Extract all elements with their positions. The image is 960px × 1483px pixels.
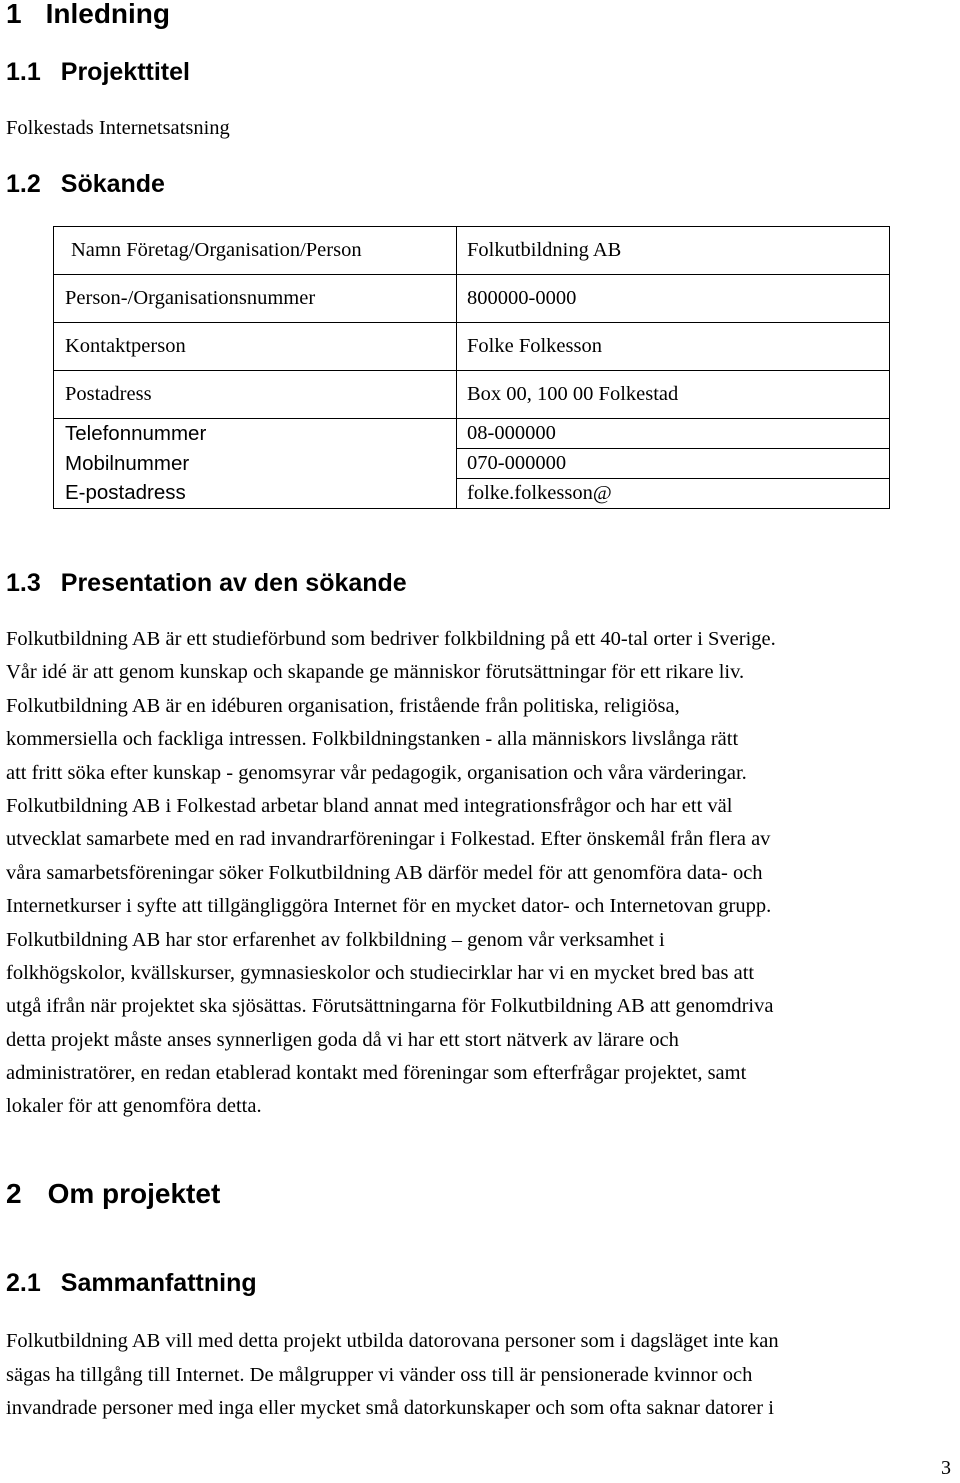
heading-2-number: 2 (6, 1178, 22, 1209)
heading-2-1-number: 2.1 (6, 1269, 41, 1297)
table-value: Box 00, 100 00 Folkestad (457, 371, 890, 419)
applicant-table (53, 226, 890, 509)
paragraph-line: Folkutbildning AB vill med detta projekt utbilda datorovana personer som i dagsläget inte kan (6, 1330, 779, 1352)
table-row (54, 275, 890, 323)
paragraph-line: administratörer, en redan etablerad kontakt med föreningar som efterfrågar projektet, samt (6, 1062, 747, 1085)
table-row (54, 449, 890, 479)
paragraph-line: detta projekt måste anses synnerligen goda då vi har ett stort nätverk av lärare och (6, 1028, 679, 1051)
heading-1-3-title: Presentation av den sökande (60, 569, 407, 597)
paragraph-line: Folkutbildning AB har stor erfarenhet av folkbildning – genom vår verksamhet i (6, 928, 665, 951)
table-value: 08-000000 (457, 419, 890, 449)
paragraph-line: Internetkurser i syfte att tillgängliggöra Internet för en mycket dator- och Internetovan grupp. (6, 895, 772, 918)
paragraph-line: sägas ha tillgång till Internet. De målgrupper vi vänder oss till är pensionerade kvinnor och (6, 1363, 753, 1386)
paragraph-line: invandrade personer med inga eller mycket små datorkunskaper och som ofta saknar datorer i (6, 1397, 774, 1420)
paragraph-line: utvecklat samarbete med en rad invandrarföreningar i Folkestad. Efter önskemål från flera av (6, 828, 771, 851)
heading-1-2-number: 1.2 (6, 170, 41, 198)
heading-1-title: Inledning (45, 0, 171, 29)
heading-1-1-number: 1.1 (6, 58, 41, 86)
heading-1-1 (6, 58, 190, 87)
paragraph-line: våra samarbetsföreningar söker Folkutbildning AB därför medel för att genomföra data- och (6, 861, 763, 884)
paragraph-line: Vår idé är att genom kunskap och skapande ge människor förutsättningar för ett rikare liv. (6, 661, 745, 684)
heading-1-3 (6, 569, 407, 598)
heading-1-2 (6, 170, 165, 199)
heading-1-number: 1 (6, 0, 22, 29)
table-row (54, 323, 890, 371)
table-label: Kontaktperson (54, 323, 457, 371)
table-label: E-postadress (54, 479, 457, 509)
paragraph-line: utgå ifrån när projektet ska sjösättas. Förutsättningarna för Folkutbildning AB att genomdriva (6, 995, 774, 1018)
paragraph-line: att fritt söka efter kunskap - genomsyrar vår pedagogik, organisation och våra värderingar. (6, 761, 747, 784)
table-label: Telefonnummer (54, 419, 457, 449)
presentation-paragraph (6, 623, 958, 1124)
paragraph-line: Folkutbildning AB är ett studieförbund som bedriver folkbildning på ett 40-tal orter i Sverige. (6, 628, 776, 650)
table-label: Mobilnummer (54, 449, 457, 479)
paragraph-line: folkhögskolor, kvällskurser, gymnasieskolor och studiecirklar har vi en mycket bred bas att (6, 961, 755, 984)
paragraph-line: Folkutbildning AB är en idéburen organisation, fristående från politiska, religiösa, (6, 694, 680, 717)
table-row (54, 227, 890, 275)
heading-1-1-title: Projekttitel (60, 58, 190, 86)
table-row (54, 371, 890, 419)
project-title-text: Folkestads Internetsatsning (6, 117, 230, 139)
table-value: folke.folkesson@ (457, 479, 890, 509)
heading-2-title: Om projektet (47, 1178, 221, 1209)
heading-1-2-title: Sökande (60, 170, 165, 198)
paragraph-line: kommersiella och fackliga intressen. Folkbildningstanken - alla människors livslånga rätt (6, 728, 739, 751)
paragraph-line: Folkutbildning AB i Folkestad arbetar bland annat med integrationsfrågor och har ett väl (6, 794, 733, 817)
table-label: Person-/Organisationsnummer (54, 275, 457, 323)
table-label: Namn Företag/Organisation/Person (54, 227, 457, 275)
summary-paragraph (6, 1325, 958, 1426)
table-row (54, 479, 890, 509)
table-value: 070-000000 (457, 449, 890, 479)
table-value: Folkutbildning AB (457, 227, 890, 275)
heading-1 (6, 0, 170, 30)
page-number: 3 (941, 1457, 951, 1479)
table-row (54, 419, 890, 449)
heading-1-3-number: 1.3 (6, 569, 41, 597)
paragraph-line: lokaler för att genomföra detta. (6, 1095, 262, 1118)
heading-2 (6, 1178, 220, 1210)
heading-2-1 (6, 1269, 257, 1298)
table-value: 800000-0000 (457, 275, 890, 323)
table-label: Postadress (54, 371, 457, 419)
table-value: Folke Folkesson (457, 323, 890, 371)
heading-2-1-title: Sammanfattning (60, 1269, 257, 1297)
